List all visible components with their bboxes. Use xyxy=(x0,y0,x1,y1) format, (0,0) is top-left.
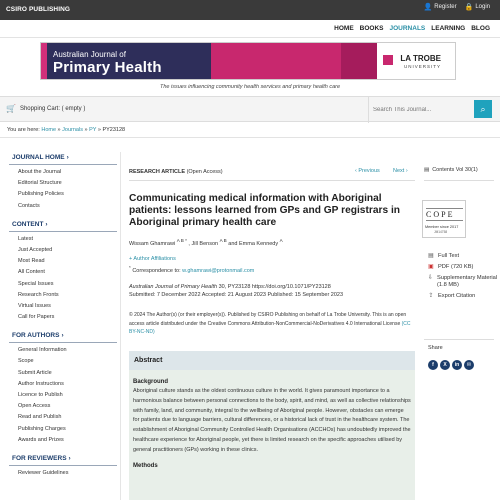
citation-doi[interactable]: 30, PY23128 https://doi.org/10.1071/PY23128 xyxy=(218,284,331,290)
access-label: (Open Access) xyxy=(186,169,223,175)
cart-icon: 🛒 xyxy=(6,104,16,113)
sidebar-item[interactable]: About the Journal xyxy=(18,169,62,175)
sidebar-item[interactable]: Most Read xyxy=(18,258,45,265)
sidebar-heading-label: FOR AUTHORS xyxy=(12,332,60,340)
account-links xyxy=(424,3,490,11)
sidebar-heading-label: FOR REVIEWERS xyxy=(12,454,67,462)
breadcrumb-journals[interactable]: Journals xyxy=(62,127,83,133)
article-dates: Submitted: 7 December 2022 Accepted: 21 August 2023 Published: 15 September 2023 xyxy=(129,292,344,298)
author-name[interactable]: Jill Benson xyxy=(191,240,219,247)
share-label: Share xyxy=(428,345,443,351)
sidebar-item[interactable]: Scope xyxy=(18,358,34,365)
article-header-rule xyxy=(129,180,415,181)
sidebar-item[interactable]: Just Accepted xyxy=(18,246,53,253)
nav-item-journals[interactable]: JOURNALS xyxy=(389,25,426,32)
lock-icon: 🔒 xyxy=(464,4,474,11)
sidebar-item[interactable]: Editorial Structure xyxy=(18,180,62,187)
main-nav xyxy=(0,20,500,38)
partner-logo-text: LA TROBE xyxy=(400,54,441,63)
share-buttons xyxy=(428,360,474,370)
chevron-left-icon: ‹ xyxy=(355,168,357,174)
journal-sidebar xyxy=(9,152,117,486)
sidebar-item[interactable]: Research Fronts xyxy=(18,291,59,298)
chevron-right-icon: › xyxy=(45,220,48,228)
sidebar-divider xyxy=(120,152,121,500)
export-icon: ⇪ xyxy=(428,293,434,299)
next-label: Next xyxy=(393,168,405,174)
download-icon: ⇩ xyxy=(428,275,434,281)
shopping-cart-link[interactable] xyxy=(6,104,85,113)
abstract-heading: Abstract xyxy=(129,351,415,370)
cope-rule-top xyxy=(426,208,463,209)
sidebar-item[interactable]: All Content xyxy=(18,269,45,276)
author-list: Wissam Ghamrawi $^{A B *}$ , Jill Benson $^{A B}$ and Emma Kennedy $^A$ xyxy=(129,238,283,247)
partner-logo-subtext: UNIVERSITY xyxy=(403,64,441,69)
header-divider xyxy=(0,137,500,138)
breadcrumb: You are here: Home » Journals » PY » PY23128 xyxy=(7,127,126,133)
breadcrumb-prefix: You are here: xyxy=(7,127,40,133)
author-affiliation-marks: A B * xyxy=(176,238,187,243)
journal-name: Australian Journal of Primary Health xyxy=(129,284,218,290)
main-nav-menu xyxy=(334,25,490,32)
nav-item-blog[interactable]: BLOG xyxy=(471,25,490,32)
article-title: Communicating medical information with Aboriginal patients: lessons learned from GPs and GP registrars in Aboriginal primary health care xyxy=(129,193,400,228)
article-header-row xyxy=(129,167,414,179)
sidebar-item[interactable]: Special Issues xyxy=(18,280,54,287)
issue-contents-link[interactable] xyxy=(424,167,478,173)
cart-search-bar xyxy=(0,96,500,122)
license-link[interactable]: (CC BY-NC-ND) xyxy=(129,320,411,336)
top-bar xyxy=(0,0,500,20)
email-icon[interactable]: ✉ xyxy=(464,360,474,370)
register-label: Register xyxy=(434,4,457,10)
article-action-label: Export Citation xyxy=(438,293,476,299)
sidebar-heading[interactable] xyxy=(9,219,117,232)
banner-title-line1: Australian Journal of xyxy=(53,50,126,59)
share-rule xyxy=(424,339,494,340)
register-link[interactable] xyxy=(424,3,457,11)
sidebar-item[interactable]: Call for Papers xyxy=(18,314,55,321)
sidebar-heading[interactable] xyxy=(9,453,117,466)
article-type-label: RESEARCH ARTICLE xyxy=(129,169,186,175)
breadcrumb-home[interactable]: Home xyxy=(41,127,57,133)
user-plus-icon: 👤 xyxy=(423,4,433,11)
cart-label: Shopping Cart: ( empty ) xyxy=(19,105,86,112)
sidebar-heading[interactable] xyxy=(9,152,117,165)
background-text: Aboriginal culture stands as the oldest continuous culture in the world. It gives paramount importance to a harmonious balance between personal connections to the body, spirit, and mind, as well as collective relationships with family, land, and community, integral to the wellbeing of Aboriginal people. However, obstacles can emerge for patients due to language barriers, cultural differences, or a historical lack of trust in the healthcare system. The establishment of Aboriginal Community Controlled Health Organisations (ACCHOs) has undoubtedly improved the healthcare experience for Aboriginal people, yet there is limited research on the specific approaches utilised by general practitioners (GPs) working in these clinics. xyxy=(133,388,411,453)
sidebar-item[interactable]: Submit Article xyxy=(18,369,52,376)
author-affiliation-marks: A B xyxy=(219,238,227,243)
cope-member-text: Member since 2017 xyxy=(425,225,459,229)
sidebar-item[interactable]: Publishing Charges xyxy=(18,425,66,432)
login-link[interactable] xyxy=(465,3,490,11)
file-text-icon: ▤ xyxy=(428,253,434,259)
nav-item-home[interactable]: HOME xyxy=(334,25,354,32)
author-affiliations-toggle[interactable]: + Author Affiliations xyxy=(129,256,176,262)
citation xyxy=(129,284,331,290)
journal-tagline: The issues influencing community health services and primary health care xyxy=(159,84,341,90)
nav-item-learning[interactable]: LEARNING xyxy=(431,25,466,32)
linkedin-icon[interactable]: in xyxy=(452,360,462,370)
chevron-right-icon: › xyxy=(66,154,69,161)
sidebar-section xyxy=(9,453,117,479)
license-text: © 2024 The Author(s) (or their employer(s)). Published by CSIRO Publishing on behalf of La Trobe University. This is an open access article distributed under the Creative Commons Attribution-NonCommercial-NoDerivatives 4.0 International License xyxy=(129,312,407,327)
pdf-icon: ▣ xyxy=(428,264,434,270)
cope-wordmark: COPE xyxy=(426,210,455,219)
article-action[interactable] xyxy=(428,253,498,260)
cope-member-id: JM14758 xyxy=(434,230,448,234)
breadcrumb-current: PY23128 xyxy=(102,127,126,133)
author-name[interactable]: Emma Kennedy xyxy=(238,240,279,247)
abstract-body xyxy=(129,370,415,500)
article-action[interactable] xyxy=(428,264,498,271)
sidebar-heading-label: CONTENT xyxy=(12,220,44,228)
sidebar-heading[interactable] xyxy=(9,330,117,343)
sidebar-item[interactable]: Virtual Issues xyxy=(18,302,51,309)
contents-label: Contents Vol 30(1) xyxy=(432,167,478,173)
sidebar-item[interactable]: Publishing Policies xyxy=(18,191,64,198)
sidebar-item[interactable]: Latest xyxy=(18,235,33,242)
chevron-right-icon: › xyxy=(61,332,64,340)
facebook-icon[interactable]: f xyxy=(428,360,438,370)
sidebar-section xyxy=(9,330,117,446)
article-action[interactable] xyxy=(428,293,498,300)
sidebar-item[interactable]: Awards and Prizes xyxy=(18,436,64,443)
previous-label: Previous xyxy=(358,168,380,174)
banner-accent-strip xyxy=(41,43,47,80)
sidebar-item[interactable]: Open Access xyxy=(18,403,51,410)
correspondence-email[interactable]: w.ghamrawi@protonmail.com xyxy=(182,267,255,274)
search-icon: ⌕ xyxy=(480,103,486,114)
contents-icon: ▤ xyxy=(424,167,430,173)
methods-heading: Methods xyxy=(133,462,158,469)
journal-banner[interactable] xyxy=(40,42,456,80)
sidebar-heading-label: JOURNAL HOME xyxy=(12,154,65,161)
correspondence-label: Correspondence to: xyxy=(132,267,181,274)
sidebar-section xyxy=(9,152,117,212)
previous-article-link[interactable] xyxy=(355,168,380,174)
login-label: Login xyxy=(475,4,490,10)
x-icon[interactable]: X xyxy=(440,360,450,370)
sidebar-item[interactable]: General Information xyxy=(18,347,67,354)
brand-name[interactable]: CSIRO PUBLISHING xyxy=(6,6,71,13)
article-action[interactable] xyxy=(428,275,498,289)
sidebar-item[interactable]: Licence to Publish xyxy=(18,392,63,398)
cope-rule-bottom xyxy=(426,220,463,221)
author-affiliation-marks: A xyxy=(279,238,283,243)
author-name[interactable]: Wissam Ghamrawi xyxy=(129,240,176,247)
banner-title-line2: Primary Health xyxy=(53,59,162,76)
journal-search-input[interactable] xyxy=(373,102,473,117)
article-action-label: Supplementary Material (1.8 MB) xyxy=(437,275,498,288)
cope-badge[interactable] xyxy=(422,200,466,238)
correspondence: * Correspondence to: w.ghamrawi@protonmail.com xyxy=(129,265,255,274)
sidebar-item[interactable]: Author Instructions xyxy=(18,380,64,387)
license-notice xyxy=(129,311,416,337)
background-heading: Background xyxy=(133,379,169,385)
article-actions xyxy=(428,253,498,304)
la-trobe-logo-mark xyxy=(383,55,393,65)
sidebar-section xyxy=(9,219,117,324)
nav-item-books[interactable]: BOOKS xyxy=(359,25,384,32)
article-action-label: PDF (720 KB) xyxy=(438,264,474,270)
toolbar-divider xyxy=(368,97,369,123)
right-column-rule xyxy=(424,180,494,181)
search-button[interactable] xyxy=(474,100,492,118)
chevron-right-icon: › xyxy=(405,168,408,174)
sidebar-item[interactable]: Contacts xyxy=(18,202,40,209)
next-article-link[interactable] xyxy=(393,168,408,174)
chevron-right-icon: › xyxy=(68,454,71,462)
sidebar-item[interactable]: Read and Publish xyxy=(18,414,62,421)
breadcrumb-py[interactable]: PY xyxy=(89,127,97,133)
article-action-label: Full Text xyxy=(438,253,460,259)
article-type xyxy=(129,169,223,175)
sidebar-item[interactable]: Reviewer Guidelines xyxy=(18,469,69,476)
